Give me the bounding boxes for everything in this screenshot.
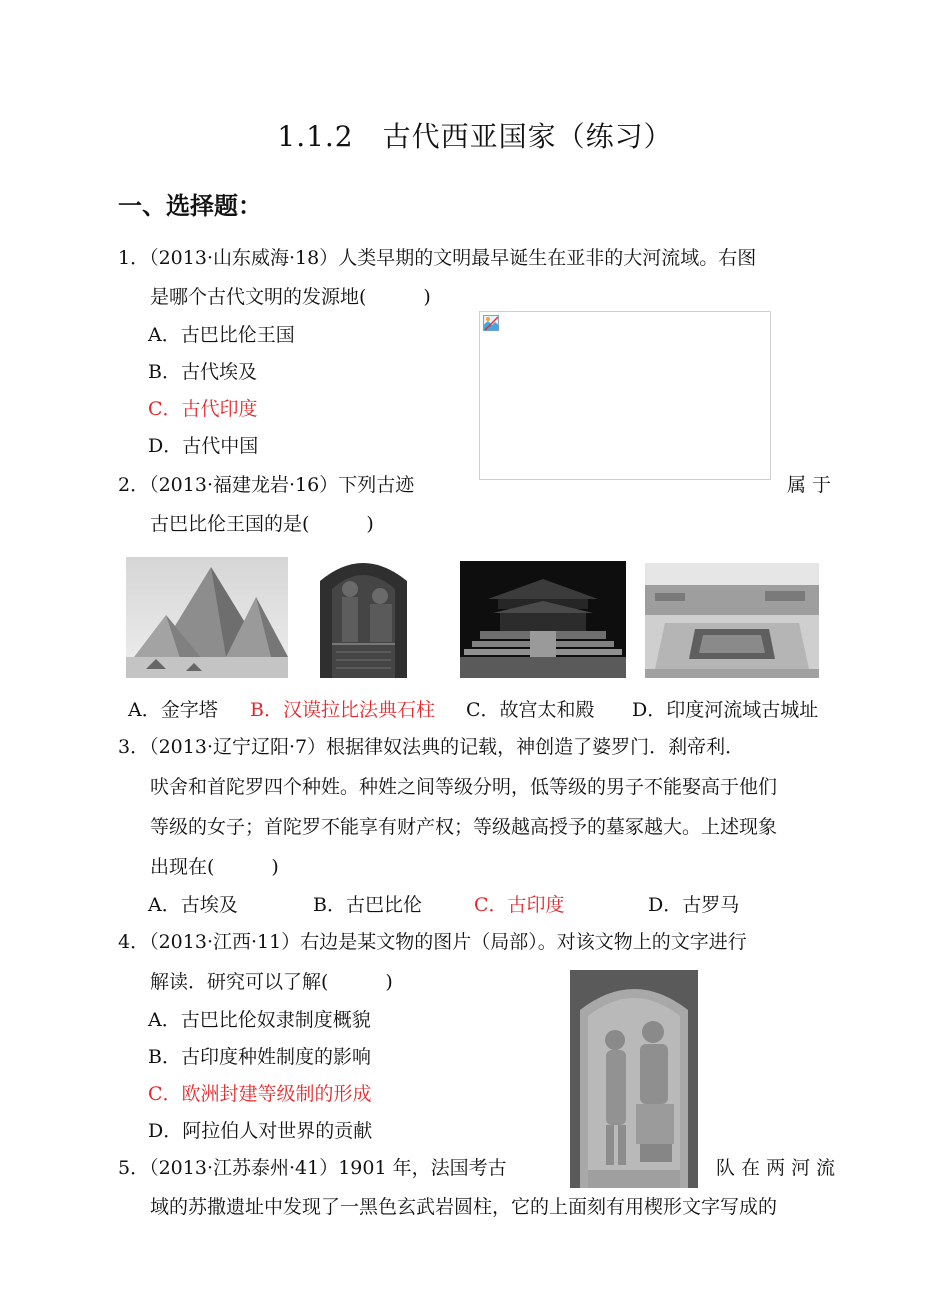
q3-stem-line3: 等级的女子；首陀罗不能享有财产权；等级越高授予的墓冢越大。上述现象 <box>150 816 778 838</box>
q2-stem-line1-left: 2．（2013·福建龙岩·16）下列古迹 <box>118 474 415 496</box>
q1-option-b[interactable]: B．古代埃及 <box>148 361 257 383</box>
q3-option-b[interactable]: B．古巴比伦 <box>313 894 422 916</box>
q4-stem-line2: 解读．研究可以了解( ) <box>150 971 393 993</box>
q3-option-c-answer[interactable]: C．古印度 <box>474 894 565 916</box>
q4-option-a[interactable]: A．古巴比伦奴隶制度概貌 <box>148 1009 371 1031</box>
q3-stem-line4: 出现在( ) <box>150 856 279 878</box>
q5-stem-line1-right: 队 在 两 河 流 <box>716 1157 836 1179</box>
q2-stem-line2: 古巴比伦王国的是( ) <box>150 513 374 535</box>
q2-option-c[interactable]: C．故宫太和殿 <box>466 699 595 721</box>
q1-stem-line2: 是哪个古代文明的发源地( ) <box>150 286 431 308</box>
q2-option-d[interactable]: D．印度河流域古城址 <box>632 699 819 721</box>
q2-option-a[interactable]: A．金字塔 <box>128 699 218 721</box>
q3-stem-line1: 3．（2013·辽宁辽阳·7）根据律奴法典的记载，神创造了婆罗门．刹帝利． <box>118 736 745 758</box>
q3-option-a[interactable]: A．古埃及 <box>148 894 238 916</box>
q5-stem-line2: 域的苏撒遗址中发现了一黑色玄武岩圆柱，它的上面刻有用楔形文字写成的 <box>150 1196 778 1218</box>
q3-option-d[interactable]: D．古罗马 <box>648 894 740 916</box>
q1-option-c-answer[interactable]: C．古代印度 <box>148 398 258 420</box>
q4-option-b[interactable]: B．古印度种姓制度的影响 <box>148 1046 371 1068</box>
section-heading: 一、选择题： <box>118 191 262 220</box>
q2-option-b-answer[interactable]: B．汉谟拉比法典石柱 <box>250 699 435 721</box>
q3-stem-line2: 吠舍和首陀罗四个种姓。种姓之间等级分明，低等级的男子不能娶高于他们 <box>150 776 778 798</box>
q1-stem-line1: 1．（2013·山东威海·18）人类早期的文明最早诞生在亚非的大河流域。右图 <box>118 247 757 269</box>
q2-stem-line1-right: 属 于 <box>787 474 832 496</box>
taihe-palace-photo <box>460 561 626 678</box>
q1-broken-image <box>479 311 771 480</box>
q4-option-d[interactable]: D．阿拉伯人对世界的贡献 <box>148 1120 373 1142</box>
stele-relief-photo <box>570 970 698 1188</box>
q5-stem-line1-left: 5．（2013·江苏泰州·41）1901 年，法国考古 <box>118 1157 507 1179</box>
indus-city-ruins-photo <box>645 563 819 678</box>
page-title: 1.1.2 古代西亚国家（练习） <box>277 120 673 153</box>
pyramids-photo <box>126 557 288 678</box>
q1-option-a[interactable]: A．古巴比伦王国 <box>148 324 295 346</box>
broken-image-icon <box>483 315 499 331</box>
q1-option-d[interactable]: D．古代中国 <box>148 435 259 457</box>
hammurabi-stele-photo <box>312 551 415 678</box>
q4-option-c-answer[interactable]: C．欧洲封建等级制的形成 <box>148 1083 372 1105</box>
q4-stem-line1: 4．（2013·江西·11）右边是某文物的图片（局部）。对该文物上的文字进行 <box>118 931 747 953</box>
